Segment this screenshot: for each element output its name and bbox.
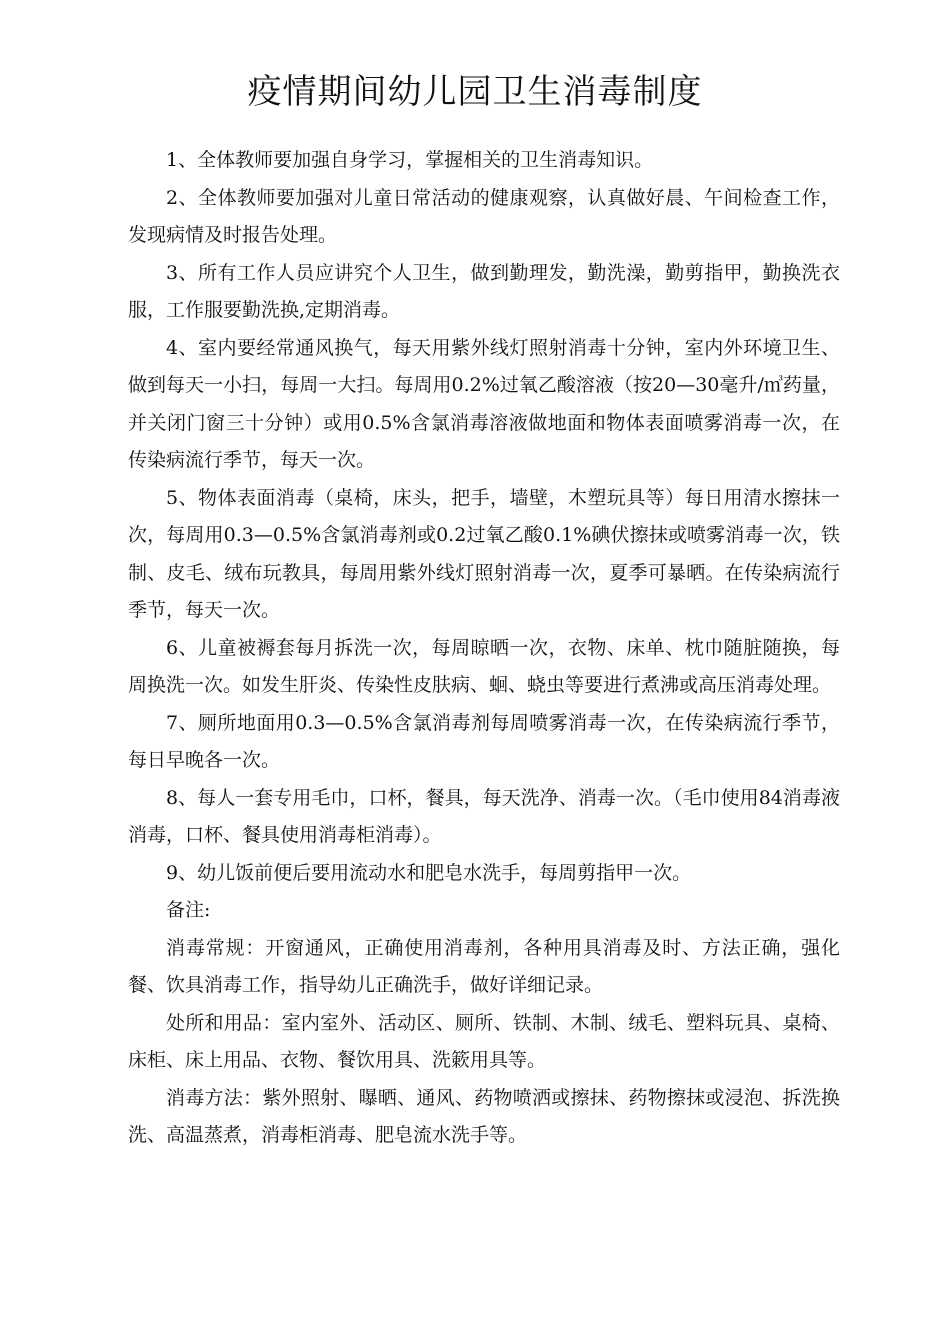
paragraph-item-8: 8、每人一套专用毛巾，口杯，餐具，每天洗净、消毒一次。（毛巾使用84消毒液消毒，口杯、餐具使用消毒柜消毒）。 [128, 786, 840, 846]
paragraph-item-7: 7、厕所地面用0.3—0.5%含氯消毒剂每周喷雾消毒一次，在传染病流行季节，每日早晚各一次。 [128, 711, 840, 771]
document-title: 疫情期间幼儿园卫生消毒制度 [247, 72, 703, 112]
paragraph-item-3: 3、所有工作人员应讲究个人卫生，做到勤理发，勤洗澡，勤剪指甲，勤换洗衣服，工作服要勤洗换,定期消毒。 [128, 261, 840, 321]
paragraph-item-4: 4、室内要经常通风换气，每天用紫外线灯照射消毒十分钟，室内外环境卫生、做到每天一小扫，每周一大扫。每周用0.2%过氧乙酸溶液（按20—30毫升/㎥药量，并关闭门窗三十分钟）或用0.5%含氯消毒溶液做地面和物体表面喷雾消毒一次，在传染病流行季节，每天一次。 [128, 336, 840, 471]
remark-disinfection-routine: 消毒常规：开窗通风，正确使用消毒剂，各种用具消毒及时、方法正确，强化餐、饮具消毒工作，指导幼儿正确洗手，做好详细记录。 [128, 936, 840, 996]
remarks-heading: 备注: [166, 899, 211, 921]
paragraph-item-6: 6、儿童被褥套每月拆洗一次，每周晾晒一次，衣物、床单、枕巾随脏随换，每周换洗一次。如发生肝炎、传染性皮肤病、蛔、蛲虫等要进行煮沸或高压消毒处理。 [128, 636, 840, 696]
remark-places-and-items: 处所和用品：室内室外、活动区、厕所、铁制、木制、绒毛、塑料玩具、桌椅、床柜、床上用品、衣物、餐饮用具、洗簌用具等。 [128, 1011, 840, 1071]
paragraph-item-9: 9、幼儿饭前便后要用流动水和肥皂水洗手，每周剪指甲一次。 [166, 861, 692, 884]
paragraph-item-1: 1、全体教师要加强自身学习，掌握相关的卫生消毒知识。 [166, 149, 654, 171]
document-body [128, 142, 840, 1155]
paragraph-item-5: 5、物体表面消毒（桌椅，床头，把手，墙壁，木塑玩具等）每日用清水擦抹一次，每周用0.3—0.5%含氯消毒剂或0.2过氧乙酸0.1%碘伏擦抹或喷雾消毒一次，铁制、皮毛、绒布玩教具，每周用紫外线灯照射消毒一次，夏季可暴晒。在传染病流行季节，每天一次。 [128, 486, 840, 621]
paragraph-item-2: 2、全体教师要加强对儿童日常活动的健康观察，认真做好晨、午间检查工作，发现病情及时报告处理。 [128, 186, 840, 246]
remark-disinfection-methods: 消毒方法：紫外照射、曝晒、通风、药物喷洒或擦抹、药物擦抹或浸泡、拆洗换洗、高温蒸煮，消毒柜消毒、肥皂流水洗手等。 [128, 1086, 840, 1146]
